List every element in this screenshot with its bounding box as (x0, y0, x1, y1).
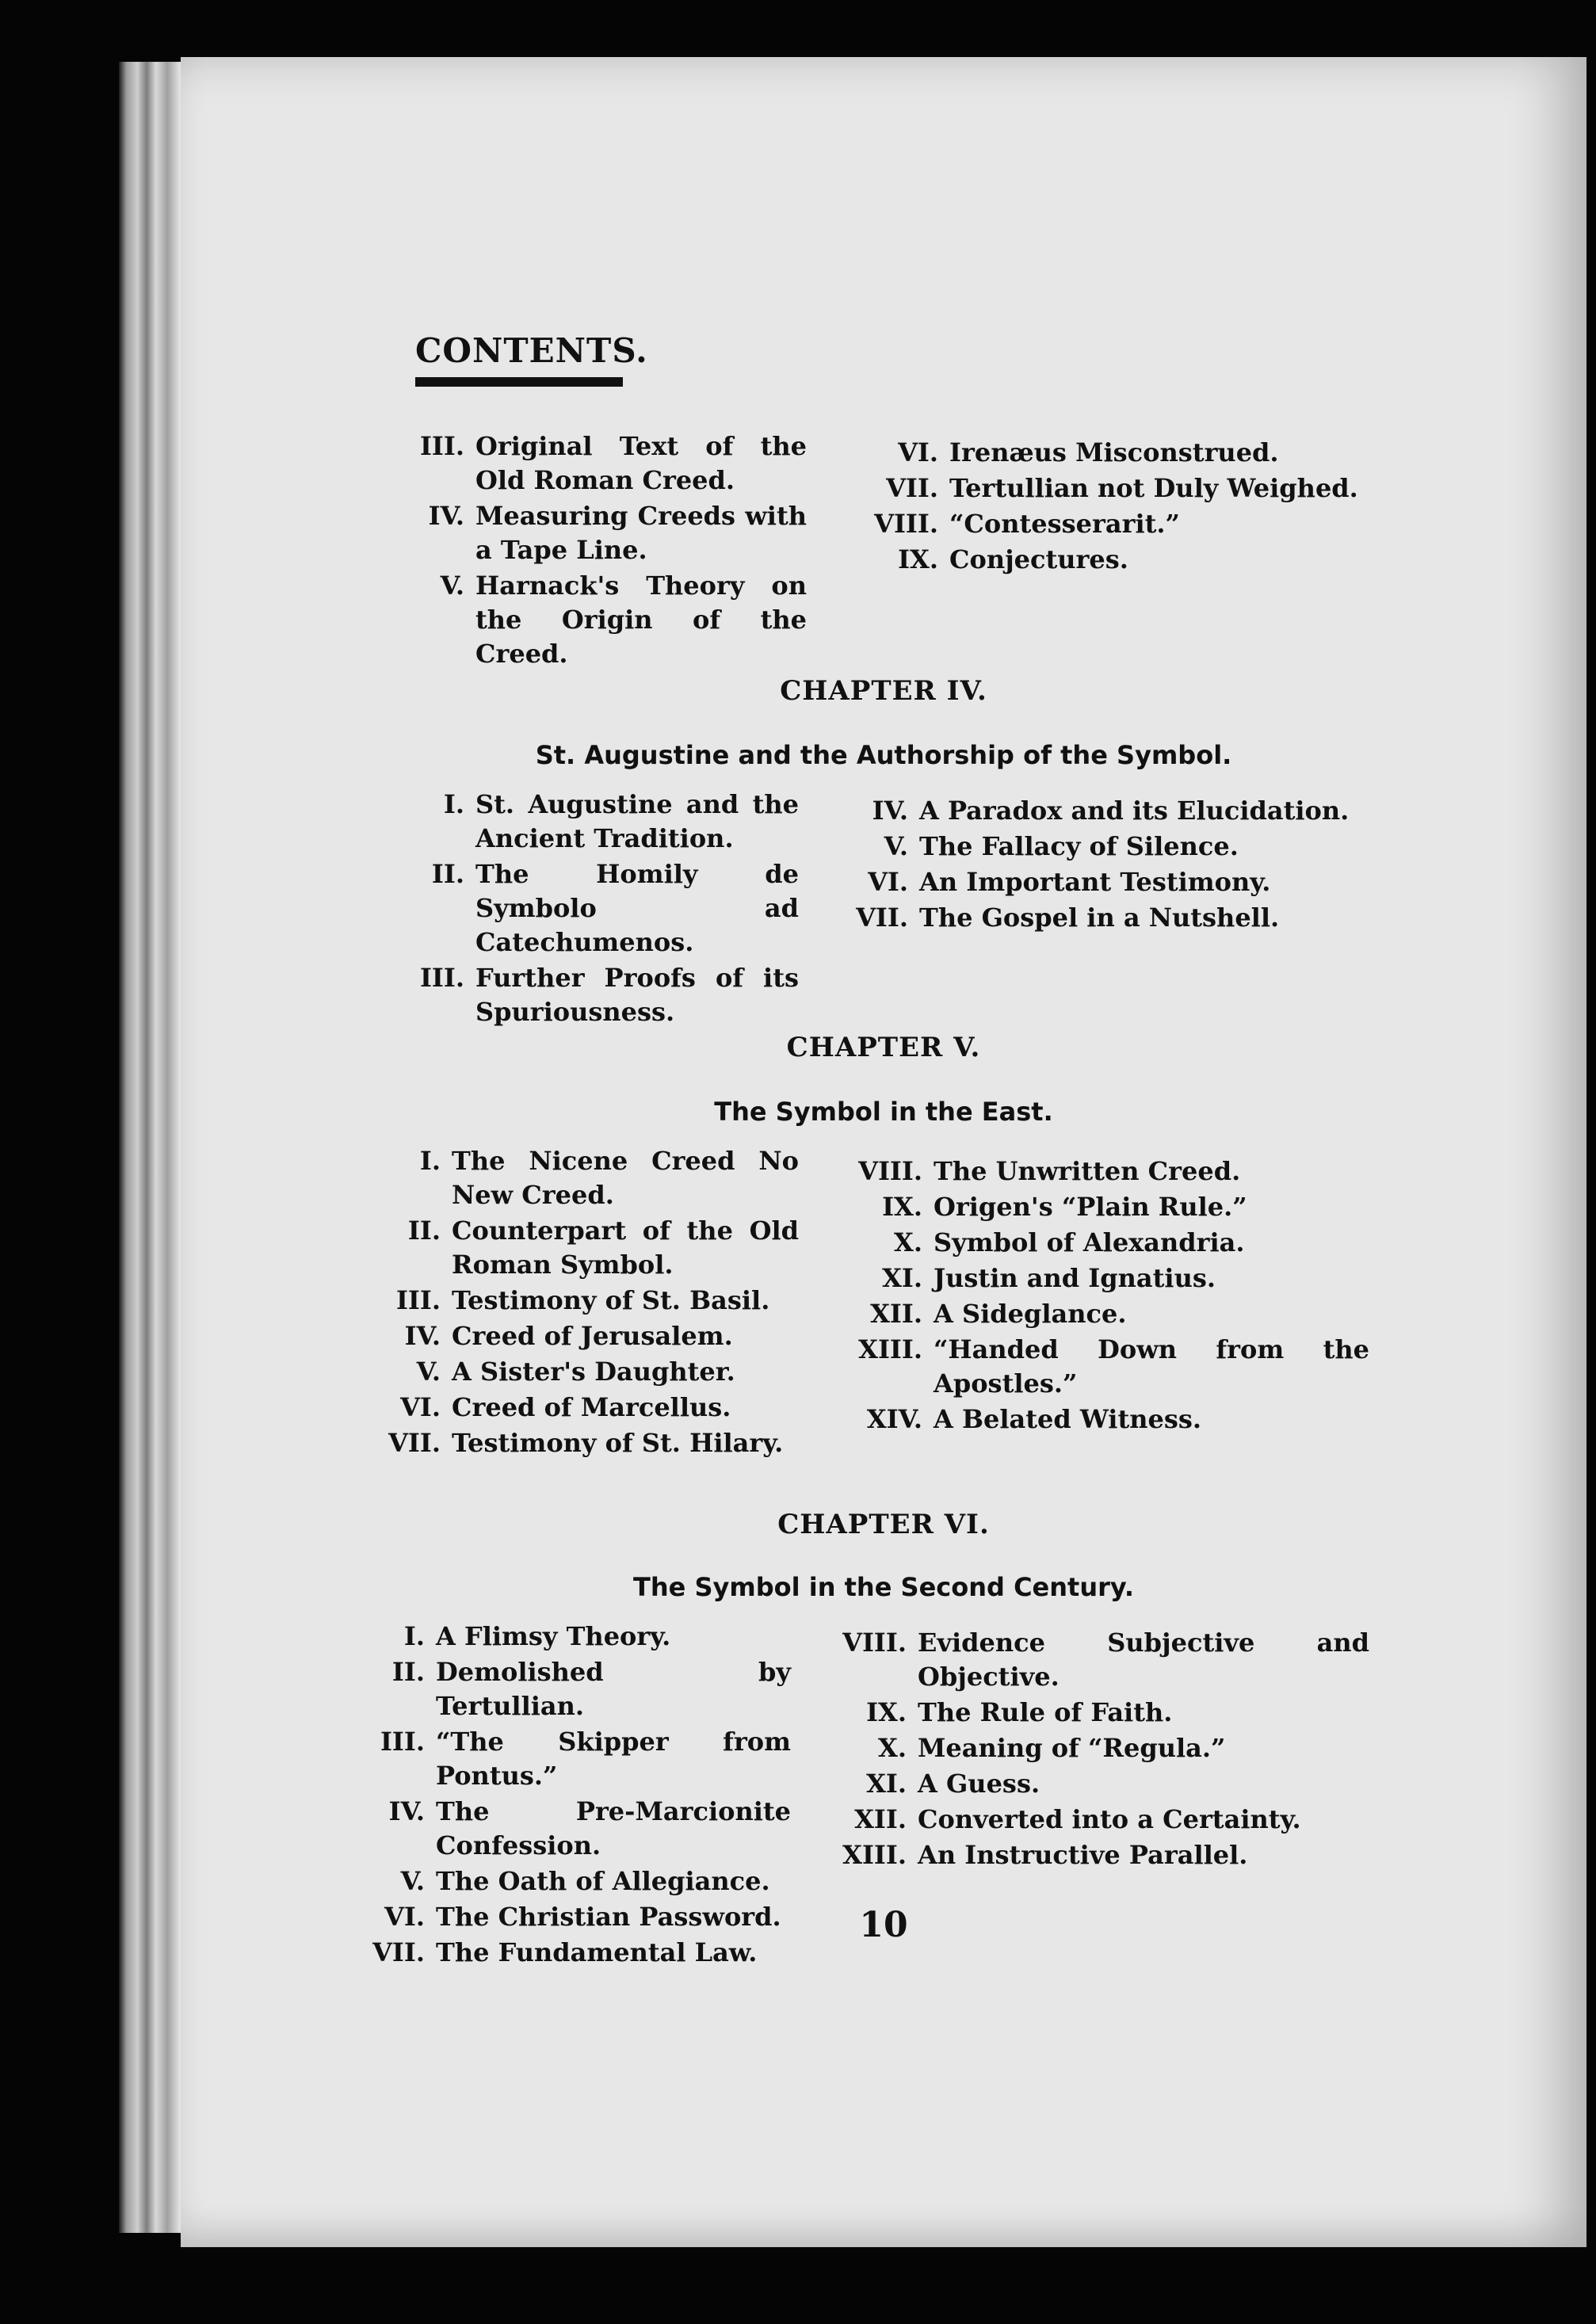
page-number: 10 (859, 1905, 908, 1945)
entry-title: Measuring Creeds with a Tape Line. (475, 501, 807, 565)
entry-number: XIII. (858, 1334, 922, 1364)
entry-title: A Paradox and its Elucidation. (919, 796, 1350, 826)
entry-title: Tertullian not Duly Weighed. (949, 473, 1358, 503)
entry-number: III. (395, 1285, 441, 1315)
entry-number: IV. (872, 796, 908, 826)
entry-title: Testimony of St. Basil. (452, 1285, 770, 1315)
toc-entry (363, 1655, 791, 1723)
entry-number: VIII. (858, 1156, 922, 1186)
entry-title: St. Augustine and the Ancient Tradition. (475, 789, 799, 853)
toc-entry (379, 1319, 799, 1353)
entry-title: An Important Testimony. (919, 867, 1271, 897)
entry-number: VI. (868, 867, 908, 897)
entry-number: XII. (854, 1804, 907, 1834)
entry-number: VIII. (874, 509, 938, 539)
entry-title: A Belated Witness. (934, 1404, 1202, 1434)
chapter-title: CHAPTER V. (786, 1032, 981, 1063)
toc-entry (846, 1261, 1369, 1296)
entry-title: The Pre-Marcionite Confession. (436, 1796, 791, 1860)
toc-entry (846, 865, 1361, 899)
toc-entry (862, 543, 1361, 577)
entry-title: A Guess. (918, 1769, 1040, 1799)
toc-entry (379, 1391, 799, 1425)
entry-title: Irenæus Misconstrued. (949, 437, 1279, 467)
book-spine (119, 62, 181, 2233)
chapter-right-column (846, 1154, 1369, 1438)
entry-title: The Rule of Faith. (918, 1697, 1173, 1727)
entry-title: The Fundamental Law. (436, 1937, 758, 1967)
toc-entry (379, 1214, 799, 1282)
entry-number: IV. (428, 501, 464, 531)
toc-entry (403, 857, 799, 960)
toc-entry (830, 1731, 1369, 1765)
entry-number: IX. (882, 1192, 922, 1222)
toc-entry (862, 436, 1361, 470)
entry-title: Origen's “Plain Rule.” (934, 1192, 1247, 1222)
chapter-title: CHAPTER VI. (777, 1509, 990, 1540)
entry-number: XIV. (866, 1404, 922, 1434)
toc-entry (363, 1795, 791, 1863)
entry-number: VII. (856, 903, 908, 933)
entry-title: Further Proofs of its Spuriousness. (475, 963, 799, 1027)
entry-title: Conjectures. (949, 544, 1128, 574)
entry-title: “The Skipper from Pontus.” (436, 1727, 791, 1791)
entry-title: Symbol of Alexandria. (934, 1227, 1245, 1257)
entry-title: The Unwritten Creed. (934, 1156, 1241, 1186)
entry-title: Harnack's Theory on the Origin of the Creed. (475, 571, 807, 669)
toc-entry (379, 1284, 799, 1318)
chapter-right-column (846, 794, 1361, 937)
toc-entry (403, 569, 807, 671)
entry-number: VII. (886, 473, 938, 503)
entry-number: IV. (404, 1321, 441, 1351)
entry-title: Counterpart of the Old Roman Symbol. (452, 1215, 799, 1280)
toc-entry (379, 1355, 799, 1389)
entry-number: XII. (870, 1299, 922, 1329)
toc-entry (830, 1767, 1369, 1801)
entry-number: I. (443, 789, 464, 819)
entry-title: A Sideglance. (934, 1299, 1127, 1329)
entry-title: Creed of Marcellus. (452, 1392, 731, 1422)
entry-number: III. (380, 1727, 425, 1757)
toc-entry (830, 1803, 1369, 1837)
toc-entry (363, 1864, 791, 1899)
toc-entry (846, 1402, 1369, 1437)
entry-number: I. (419, 1146, 441, 1176)
entry-number: III. (419, 431, 464, 461)
toc-entry (363, 1620, 791, 1654)
entry-number: VII. (388, 1428, 441, 1458)
entry-number: V. (440, 571, 464, 601)
entry-number: III. (419, 963, 464, 993)
entry-number: XI. (866, 1769, 907, 1799)
toc-entry (379, 1144, 799, 1212)
cont-left-column (403, 429, 807, 673)
toc-entry (403, 788, 799, 856)
entry-number: X. (878, 1733, 907, 1763)
entry-number: IX. (866, 1697, 907, 1727)
heading-rule (415, 377, 623, 387)
entry-number: XIII. (842, 1840, 907, 1870)
entry-number: VII. (372, 1937, 425, 1967)
entry-title: Justin and Ignatius. (934, 1263, 1216, 1293)
chapter-subtitle: The Symbol in the East. (714, 1097, 1053, 1127)
entry-number: II. (407, 1215, 441, 1246)
entry-number: VIII. (842, 1628, 907, 1658)
entry-title: The Fallacy of Silence. (919, 831, 1239, 861)
entry-number: IV. (388, 1796, 425, 1826)
entry-title: An Instructive Parallel. (918, 1840, 1248, 1870)
entry-title: Original Text of the Old Roman Creed. (475, 431, 807, 495)
toc-entry (846, 1297, 1369, 1331)
entry-title: The Christian Password. (436, 1902, 781, 1932)
book-page (181, 57, 1586, 2247)
chapter-left-column (379, 1144, 799, 1462)
chapter-left-column (403, 788, 799, 1031)
entry-number: V. (884, 831, 908, 861)
toc-entry (862, 471, 1361, 506)
entry-title: Demolished by Tertullian. (436, 1657, 791, 1721)
entry-title: The Oath of Allegiance. (436, 1866, 770, 1896)
contents-heading: CONTENTS. (415, 331, 648, 370)
entry-number: XI. (882, 1263, 922, 1293)
toc-entry (846, 1154, 1369, 1189)
chapter-title: CHAPTER IV. (780, 675, 987, 707)
entry-number: VI. (400, 1392, 441, 1422)
toc-entry (363, 1725, 791, 1793)
entry-title: Evidence Subjective and Objective. (918, 1628, 1369, 1692)
entry-number: VI. (898, 437, 938, 467)
toc-entry (379, 1426, 799, 1460)
toc-entry (846, 901, 1361, 935)
entry-title: Meaning of “Regula.” (918, 1733, 1226, 1763)
toc-entry (403, 429, 807, 498)
entry-title: Testimony of St. Hilary. (452, 1428, 784, 1458)
entry-number: VI. (384, 1902, 425, 1932)
cont-right-column (862, 436, 1361, 578)
entry-title: The Nicene Creed No New Creed. (452, 1146, 799, 1210)
entry-number: IX. (898, 544, 938, 574)
chapter-subtitle: St. Augustine and the Authorship of the Symbol. (535, 740, 1232, 770)
toc-entry (830, 1696, 1369, 1730)
entry-number: V. (400, 1866, 425, 1896)
toc-entry (846, 830, 1361, 864)
entry-number: X. (894, 1227, 922, 1257)
toc-entry (403, 961, 799, 1029)
entry-title: A Flimsy Theory. (436, 1621, 671, 1651)
entry-title: Converted into a Certainty. (918, 1804, 1301, 1834)
toc-entry (846, 1333, 1369, 1401)
entry-title: “Handed Down from the Apostles.” (934, 1334, 1369, 1399)
toc-entry (846, 1190, 1369, 1224)
toc-entry (403, 499, 807, 567)
chapter-subtitle: The Symbol in the Second Century. (633, 1572, 1134, 1602)
toc-entry (846, 1226, 1369, 1260)
chapter-right-column (830, 1626, 1369, 1874)
toc-entry (830, 1626, 1369, 1694)
entry-number: I. (403, 1621, 425, 1651)
entry-title: A Sister's Daughter. (452, 1357, 735, 1387)
entry-title: The Gospel in a Nutshell. (919, 903, 1280, 933)
entry-title: The Homily de Symbolo ad Catechumenos. (475, 859, 799, 957)
entry-number: II. (391, 1657, 425, 1687)
entry-title: Creed of Jerusalem. (452, 1321, 733, 1351)
toc-entry (830, 1838, 1369, 1872)
toc-entry (846, 794, 1361, 828)
toc-entry (862, 507, 1361, 541)
entry-number: V. (416, 1357, 441, 1387)
entry-number: II. (431, 859, 464, 889)
entry-title: “Contesserarit.” (949, 509, 1180, 539)
